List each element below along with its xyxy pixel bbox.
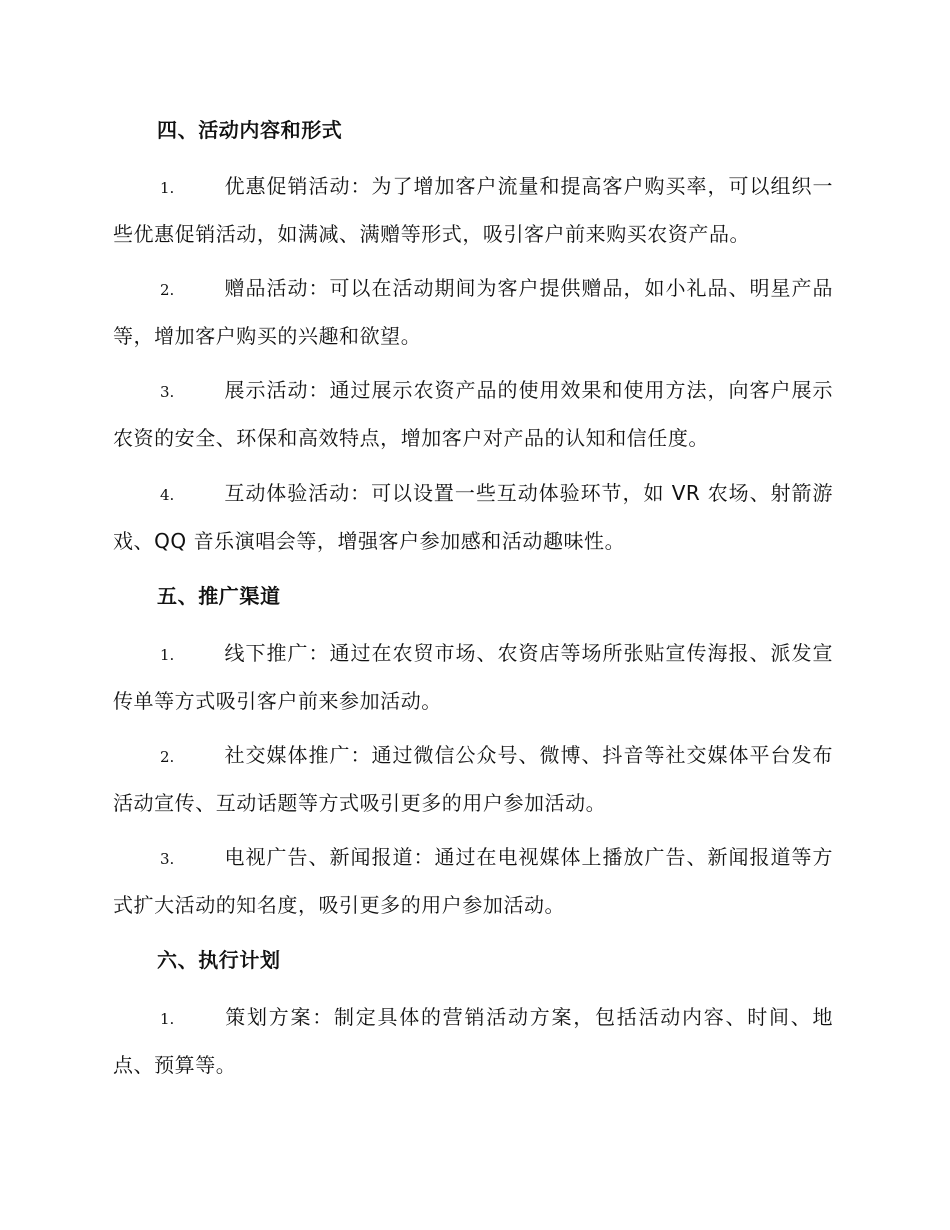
list-item-number: 3.	[160, 383, 175, 401]
section-heading: 五、推广渠道	[157, 584, 281, 608]
list-item	[113, 630, 833, 724]
list-item-number: 1.	[160, 179, 175, 197]
list-item-text: 策划方案：制定具体的营销活动方案，包括活动内容、时间、地点、预算等。	[113, 1005, 833, 1077]
list-item	[113, 732, 833, 826]
list-item	[113, 265, 833, 359]
list-item-number: 2.	[160, 281, 175, 299]
list-item	[113, 367, 833, 461]
list-item-text: 互动体验活动：可以设置一些互动体验环节，如 VR 农场、射箭游戏、QQ 音乐演唱会等，增强客户参加感和活动趣味性。	[113, 481, 833, 553]
list-item-text: 展示活动：通过展示农资产品的使用效果和使用方法，向客户展示农资的安全、环保和高效特点，增加客户对产品的认知和信任度。	[113, 378, 833, 450]
section-heading: 四、活动内容和形式	[157, 118, 343, 142]
list-item-number: 4.	[160, 486, 175, 504]
list-item-number: 3.	[160, 850, 175, 868]
list-item-text: 线下推广：通过在农贸市场、农资店等场所张贴宣传海报、派发宣传单等方式吸引客户前来参加活动。	[113, 641, 833, 713]
list-item-text: 优惠促销活动：为了增加客户流量和提高客户购买率，可以组织一些优惠促销活动，如满减、满赠等形式，吸引客户前来购买农资产品。	[113, 174, 833, 246]
list-item	[113, 834, 833, 928]
list-item-text: 赠品活动：可以在活动期间为客户提供赠品，如小礼品、明星产品等，增加客户购买的兴趣和欲望。	[113, 276, 833, 348]
list-item-number: 2.	[160, 748, 175, 766]
list-item-text: 社交媒体推广：通过微信公众号、微博、抖音等社交媒体平台发布活动宣传、互动话题等方式吸引更多的用户参加活动。	[113, 743, 833, 815]
section-heading: 六、执行计划	[157, 948, 281, 972]
list-item-text: 电视广告、新闻报道：通过在电视媒体上播放广告、新闻报道等方式扩大活动的知名度，吸引更多的用户参加活动。	[113, 845, 833, 917]
list-item	[113, 994, 833, 1088]
list-item-number: 1.	[160, 646, 175, 664]
list-item	[113, 470, 833, 564]
list-item-number: 1.	[160, 1010, 175, 1028]
list-item	[113, 163, 833, 257]
